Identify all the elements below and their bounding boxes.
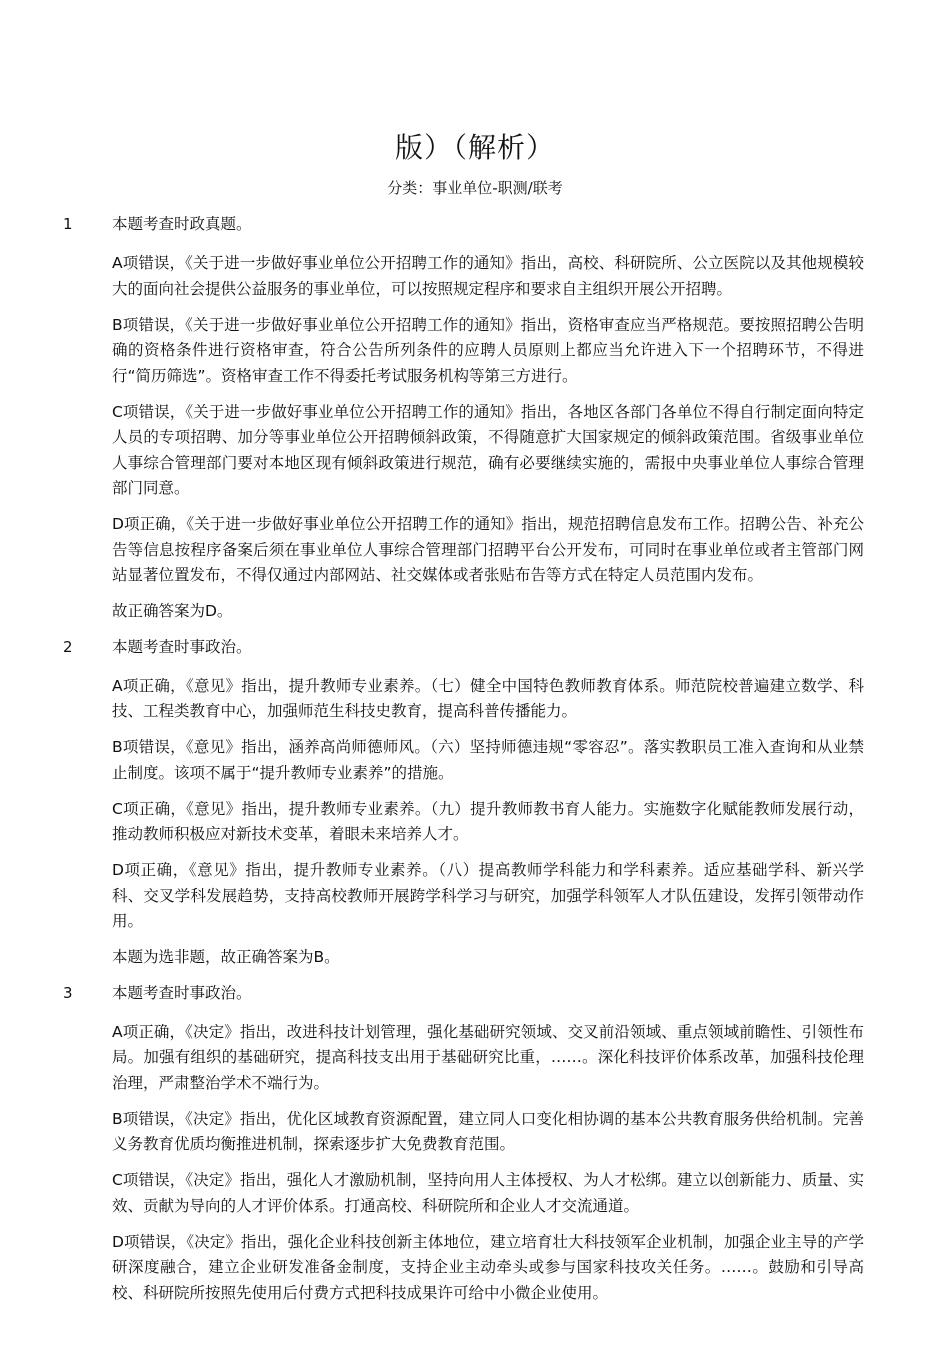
question-intro: 本题考查时事政治。 [112, 983, 252, 1002]
question-3 [0, 982, 950, 1307]
option-d-analysis: D项正确，《意见》指出，提升教师专业素养。（八）提高教师学科能力和学科素养。适应基础学科、新兴学科、交叉学科发展趋势，支持高校教师开展跨学科学习与研究，加强学科领军人才队伍建设，发挥引领带动作用。 [112, 861, 864, 930]
category-label: 分类：事业单位-职测/联考 [387, 179, 563, 197]
answer-conclusion: 故正确答案为D。 [112, 602, 233, 620]
question-intro: 本题考查时政真题。 [112, 215, 252, 233]
option-c-analysis: C项错误，《决定》指出，强化人才激励机制，坚持向用人主体授权、为人才松绑。建立以创新能力、质量、实效、贡献为导向的人才评价体系。打通高校、科研院所和企业人才交流通道。 [112, 1171, 864, 1215]
answer-analysis-list [0, 213, 950, 1317]
question-number: 2 [63, 637, 73, 656]
answer-conclusion: 本题为选非题，故正确答案为B。 [112, 948, 340, 966]
option-c-analysis: C项错误，《关于进一步做好事业单位公开招聘工作的通知》指出，各地区各部门各单位不得自行制定面向特定人员的专项招聘、加分等事业单位公开招聘倾斜政策，不得随意扩大国家规定的倾斜政策范围。省级事业单位人事综合管理部门要对本地区现有倾斜政策进行规范，确有必要继续实施的，需报中央事业单位人事综合管理部门同意。 [112, 402, 864, 497]
question-number: 1 [63, 215, 73, 233]
option-a-analysis: A项错误，《关于进一步做好事业单位公开招聘工作的通知》指出，高校、科研院所、公立医院以及其他规模较大的面向社会提供公益服务的事业单位，可以按照规定程序和要求自主组织开展公开招聘。 [112, 254, 864, 298]
option-d-analysis: D项正确，《关于进一步做好事业单位公开招聘工作的通知》指出，规范招聘信息发布工作。招聘公告、补充公告等信息按程序备案后须在事业单位人事综合管理部门招聘平台公开发布，可同时在事业单位或者主管部门网站显著位置发布，不得仅通过内部网站、社交媒体或者张贴布告等方式在特定人员范围内发布。 [112, 515, 864, 584]
option-a-analysis: A项正确，《意见》指出，提升教师专业素养。（七）健全中国特色教师教育体系。师范院校普遍建立数学、科技、工程类教育中心，加强师范生科技史教育，提高科普传播能力。 [112, 676, 864, 720]
question-number: 3 [63, 983, 73, 1002]
question-1 [0, 213, 950, 625]
option-b-analysis: B项错误，《意见》指出，涵养高尚师德师风。（六）坚持师德违规“零容忍”。落实教职员工准入查询和从业禁止制度。该项不属于“提升教师专业素养”的措施。 [112, 738, 864, 782]
question-intro: 本题考查时事政治。 [112, 637, 252, 656]
option-b-analysis: B项错误，《关于进一步做好事业单位公开招聘工作的通知》指出，资格审查应当严格规范。要按照招聘公告明确的资格条件进行资格审查，符合公告所列条件的应聘人员原则上都应当允许进入下一个招聘环节，不得进行“简历筛选”。资格审查工作不得委托考试服务机构等第三方进行。 [112, 315, 864, 385]
option-c-analysis: C项正确，《意见》指出，提升教师专业素养。（九）提升教师教书育人能力。实施数字化赋能教师发展行动，推动教师积极应对新技术变革，着眼未来培养人才。 [112, 799, 864, 843]
option-d-analysis: D项错误，《决定》指出，强化企业科技创新主体地位，建立培育壮大科技领军企业机制，加强企业主导的产学研深度融合，建立企业研发准备金制度，支持企业主动牵头或参与国家科技攻关任务。……。鼓励和引导高校、科研院所按照先使用后付费方式把科技成果许可给中小微企业使用。 [112, 1232, 864, 1302]
question-2 [0, 636, 950, 971]
page-title: 版）（解析） [394, 131, 555, 164]
option-b-analysis: B项错误，《决定》指出，优化区域教育资源配置，建立同人口变化相协调的基本公共教育服务供给机制。完善义务教育优质均衡推进机制，探索逐步扩大免费教育范围。 [112, 1109, 864, 1153]
option-a-analysis: A项正确，《决定》指出，改进科技计划管理，强化基础研究领域、交叉前沿领域、重点领域前瞻性、引领性布局。加强有组织的基础研究，提高科技支出用于基础研究比重，……。深化科技评价体系改革，加强科技伦理治理，严肃整治学术不端行为。 [112, 1022, 864, 1092]
